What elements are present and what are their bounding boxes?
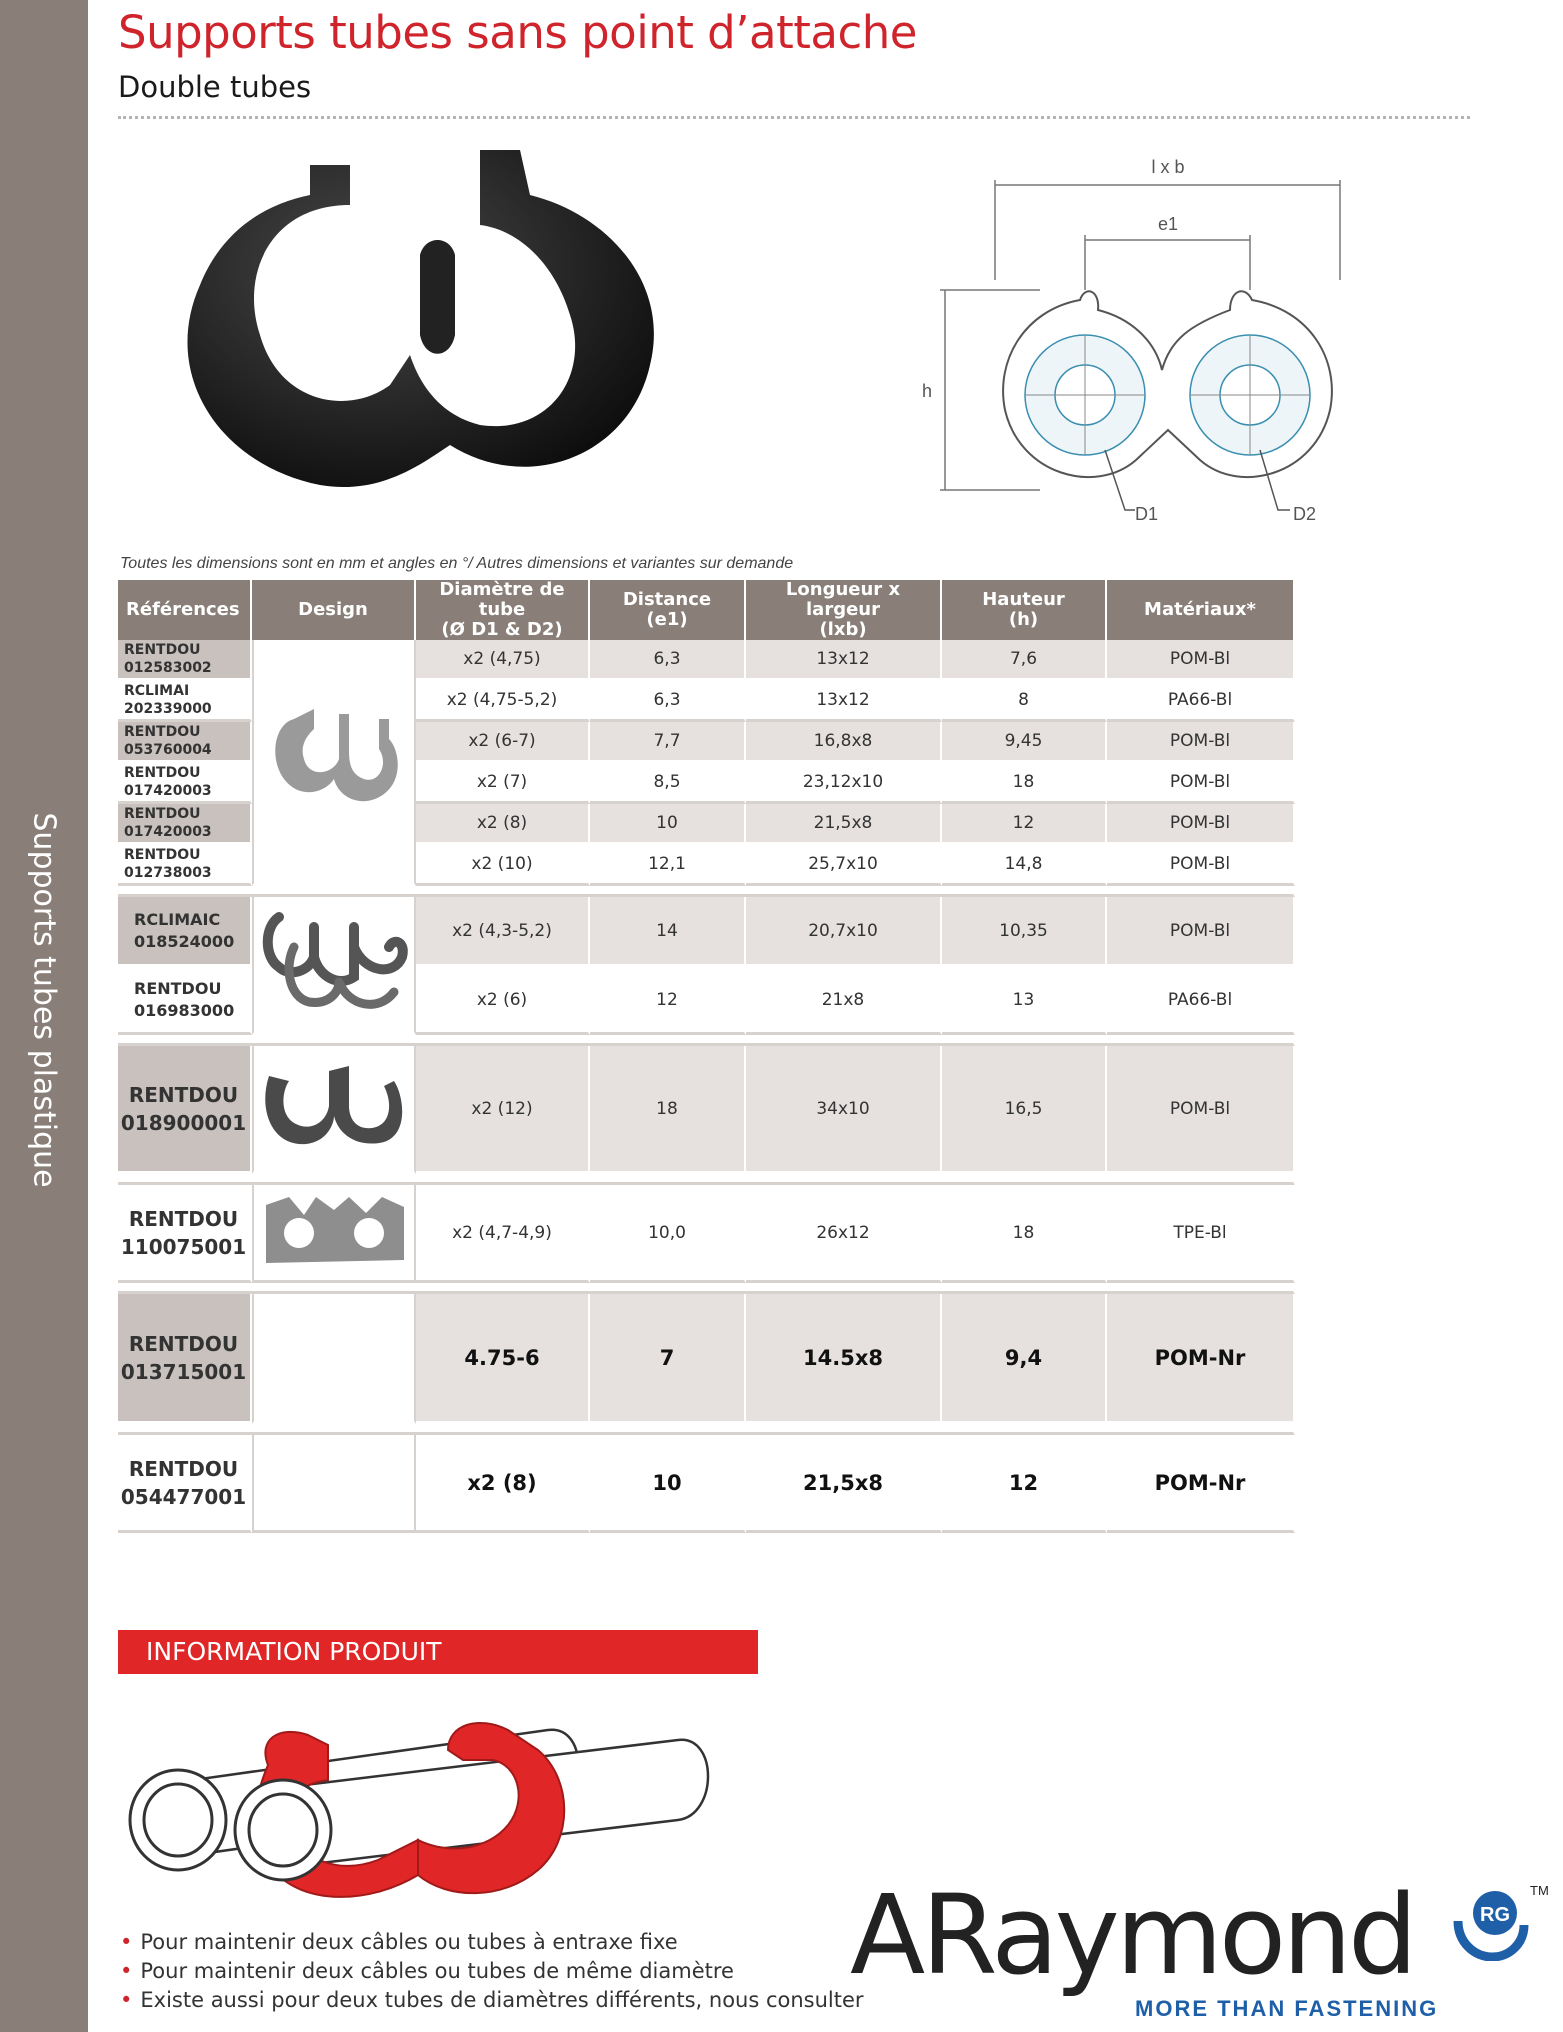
design-image-2 — [252, 897, 416, 1035]
group-separator — [118, 886, 1295, 897]
list-item: • Existe aussi pour deux tubes de diamètres différents, nous consulter — [120, 1988, 864, 2012]
clip-gray-icon — [254, 669, 414, 849]
ref-cell: RENTDOU 012738003 — [118, 845, 252, 886]
araymond-logo — [850, 1871, 1550, 2025]
table-row: RCLIMAIC 018524000 x2 (4,3-5,2) 14 20,7x10 10,35 POM-Bl — [118, 897, 1295, 967]
technical-diagram — [900, 140, 1360, 540]
trademark: TM — [1530, 1883, 1549, 1898]
table-row: RCLIMAI 202339000 x2 (4,75-5,2) 6,3 13x12 8 PA66-Bl — [118, 681, 1295, 722]
header-height: Hauteur (h) — [942, 580, 1107, 640]
svg-text:RG: RG — [1480, 1904, 1510, 1926]
diagram-label-d1: D1 — [1135, 504, 1159, 524]
product-table — [118, 580, 1295, 1533]
page-subtitle: Double tubes — [118, 70, 312, 104]
table-header-row — [118, 580, 1295, 640]
page-title: Supports tubes sans point d’attache — [118, 6, 917, 59]
clip-dark-icon — [254, 1046, 414, 1166]
header-diameter: Diamètre de tube (Ø D1 & D2) — [416, 580, 590, 640]
sidebar-label: Supports tubes plastique — [26, 812, 62, 1188]
header-distance: Distance (e1) — [590, 580, 746, 640]
logo-wordmark: ARaymond — [850, 1871, 1414, 1999]
info-bullets — [120, 1928, 864, 2015]
table-row: RENTDOU 110075001 x2 (4,7-4,9) 10,0 26x12 18 TPE-Bl — [118, 1185, 1295, 1283]
ref-cell: RENTDOU 054477001 — [118, 1435, 252, 1533]
design-image-6 — [252, 1435, 416, 1533]
diagram-label-e1: e1 — [1157, 214, 1179, 234]
header-references: Références — [118, 580, 252, 640]
ref-cell: RENTDOU 013715001 — [118, 1294, 252, 1424]
table-row: RENTDOU 016983000 x2 (6) 12 21x8 13 PA66-Bl — [118, 967, 1295, 1035]
group-separator — [118, 1424, 1295, 1435]
ref-cell: RENTDOU 053760004 — [118, 722, 252, 763]
group-separator — [118, 1035, 1295, 1046]
ref-cell: RENTDOU 018900001 — [118, 1046, 252, 1174]
design-image-4 — [252, 1185, 416, 1283]
table-row: RENTDOU 017420003 x2 (8) 10 21,5x8 12 POM-Bl — [118, 804, 1295, 845]
clip-wire-icon — [254, 897, 414, 1027]
table-row: RENTDOU 012583002 x2 (4,75) 6,3 13x12 7,6 POM-Bl — [118, 640, 1295, 681]
dotted-divider — [118, 116, 1470, 119]
list-item: • Pour maintenir deux câbles ou tubes de même diamètre — [120, 1959, 734, 1983]
table-row: RENTDOU 018900001 x2 (12) 18 34x10 16,5 POM-Bl — [118, 1046, 1295, 1174]
ref-cell: RENTDOU 012583002 — [118, 640, 252, 681]
design-image-1 — [252, 640, 416, 886]
dimensions-note: Toutes les dimensions sont en mm et angles en °/ Autres dimensions et variantes sur demande — [120, 555, 794, 572]
diagram-label-d2: D2 — [1293, 504, 1317, 524]
header-length-width: Longueur x largeur (lxb) — [746, 580, 942, 640]
group-separator — [118, 1283, 1295, 1294]
clip-tpe-icon — [254, 1185, 414, 1275]
table-row: RENTDOU 053760004 x2 (6-7) 7,7 16,8x8 9,45 POM-Bl — [118, 722, 1295, 763]
table-row: RENTDOU 013715001 4.75-6 7 14.5x8 9,4 POM-Nr — [118, 1294, 1295, 1424]
header-material: Matériaux* — [1107, 580, 1295, 640]
product-photo — [150, 135, 710, 525]
table-row: RENTDOU 017420003 x2 (7) 8,5 23,12x10 18 POM-Bl — [118, 763, 1295, 804]
ref-cell: RCLIMAIC 018524000 — [118, 897, 252, 967]
product-illustration — [118, 1690, 778, 1920]
group-separator — [118, 1174, 1295, 1185]
table-row: RENTDOU 054477001 x2 (8) 10 21,5x8 12 POM-Nr — [118, 1435, 1295, 1533]
ref-cell: RENTDOU 017420003 — [118, 763, 252, 804]
diagram-label-lxb: l x b — [1151, 157, 1185, 177]
design-image-5 — [252, 1294, 416, 1424]
diagram-label-h: h — [922, 381, 933, 401]
rg-emblem-icon — [1450, 1881, 1530, 1961]
header-design: Design — [252, 580, 416, 640]
design-image-3 — [252, 1046, 416, 1174]
table-row: RENTDOU 012738003 x2 (10) 12,1 25,7x10 14,8 POM-Bl — [118, 845, 1295, 886]
ref-cell: RENTDOU 016983000 — [118, 967, 252, 1035]
ref-cell: RENTDOU 017420003 — [118, 804, 252, 845]
list-item: • Pour maintenir deux câbles ou tubes à entraxe fixe — [120, 1930, 678, 1954]
ref-cell: RENTDOU 110075001 — [118, 1185, 252, 1283]
ref-cell: RCLIMAI 202339000 — [118, 681, 252, 722]
logo-tagline: MORE THAN FASTENING — [1135, 1996, 1439, 2021]
info-produit-banner: INFORMATION PRODUIT — [118, 1630, 758, 1674]
sidebar — [0, 0, 88, 2032]
